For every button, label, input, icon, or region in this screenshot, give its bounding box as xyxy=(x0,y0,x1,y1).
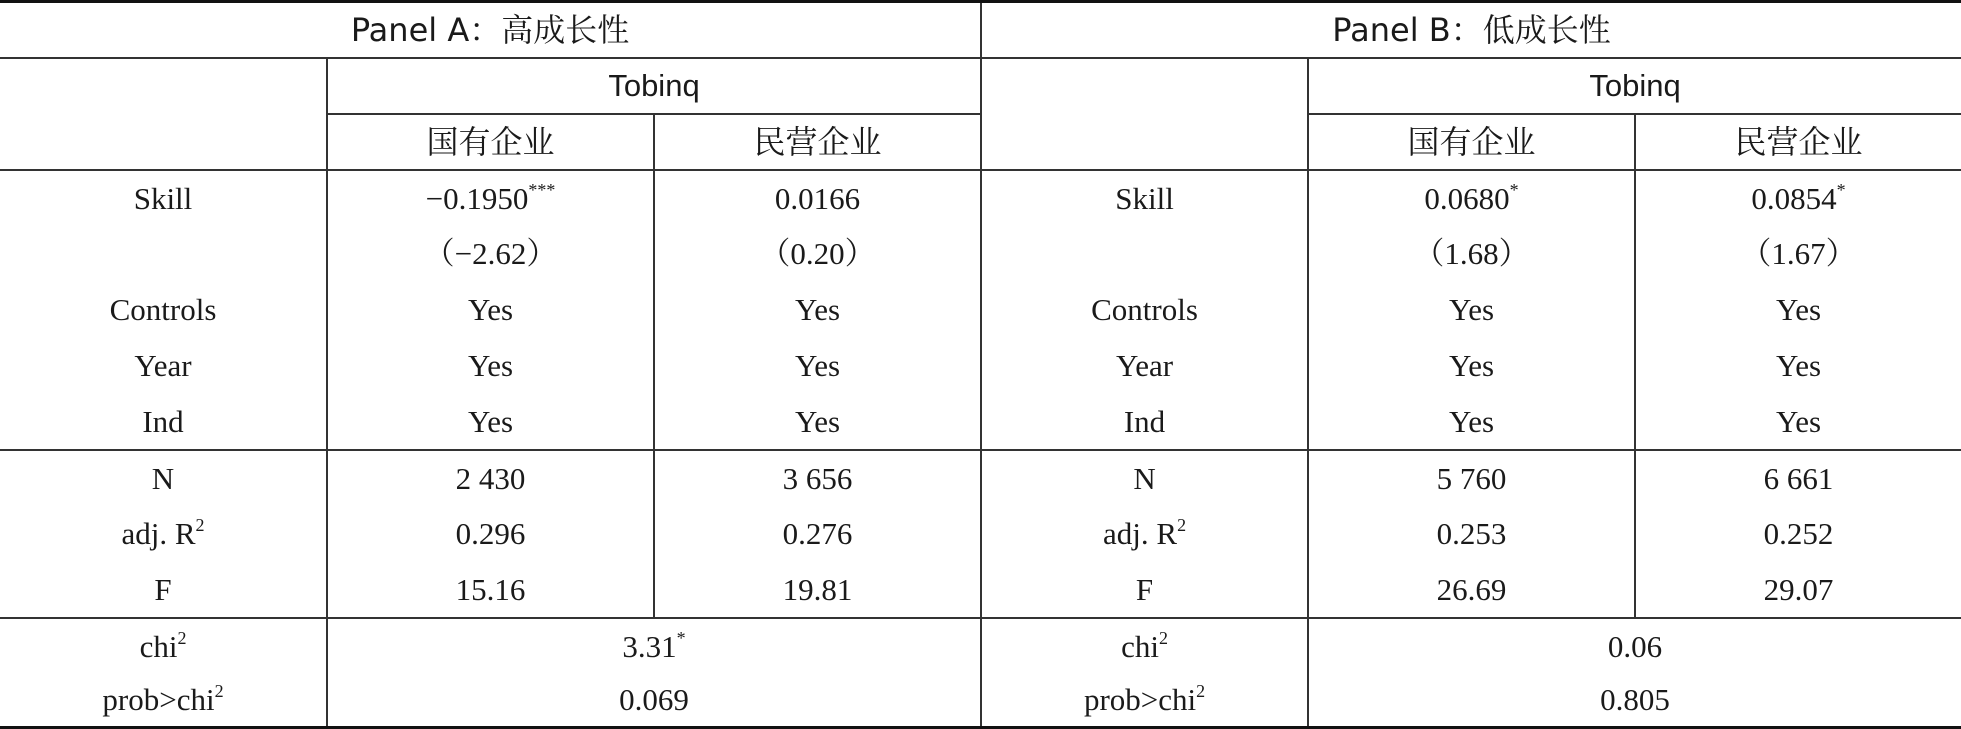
panel-b-dep-var: Tobinq xyxy=(1308,58,1961,114)
panel-a-title: Panel A：高成长性 xyxy=(0,2,981,58)
panel-a-f-private: 19.81 xyxy=(654,562,981,618)
panel-a-t-stat-private: （0.20） xyxy=(654,226,981,282)
panel-a-skill-coef-private: 0.0166 xyxy=(654,170,981,226)
panel-a-adj-r2-soe: 0.296 xyxy=(327,506,654,562)
panel-a-controls-soe: Yes xyxy=(327,282,654,338)
t-stat-label xyxy=(0,226,327,282)
prob-chi2-label: prob>chi$^2$ xyxy=(0,674,327,728)
panel-b-n-private: 6 661 xyxy=(1635,450,1961,506)
year-label: Year xyxy=(0,338,327,394)
panel-a-chi2-value: 3.31* xyxy=(327,618,981,674)
panel-b-year-private: Yes xyxy=(1775,348,1822,383)
skill-label: Skill xyxy=(0,170,327,226)
panel-b-year-soe: Yes xyxy=(1308,338,1635,394)
panel-a-controls-private: Yes xyxy=(654,282,981,338)
panel-b-ind-soe: Yes xyxy=(1308,394,1635,450)
panel-b-group-private: 民营企业 xyxy=(1635,114,1961,170)
f-label: F xyxy=(981,562,1308,618)
panel-a-year-soe: Yes xyxy=(327,338,654,394)
ind-label: Ind xyxy=(981,394,1308,450)
panel-a-group-private: 民营企业 xyxy=(654,114,981,170)
panel-b-header-stub xyxy=(981,58,1308,170)
panel-a-ind-private: Yes xyxy=(654,394,981,450)
panel-a-header-stub xyxy=(0,58,327,170)
panel-b-prob-chi2-value: 0.805 xyxy=(1308,674,1961,728)
panel-b-adj-r2-soe: 0.253 xyxy=(1308,506,1635,562)
n-label: N xyxy=(0,450,327,506)
panel-b-controls-private: Yes xyxy=(1775,292,1822,327)
f-label: F xyxy=(0,562,327,618)
controls-label: Controls xyxy=(0,282,327,338)
prob-chi2-label: prob>chi$^2$ xyxy=(981,674,1308,728)
chi2-label: chi$^2$ xyxy=(0,618,327,674)
panel-a-adj-r2-private: 0.276 xyxy=(654,506,981,562)
panel-a-t-stat-soe: （−2.62） xyxy=(327,226,654,282)
panel-b-title: Panel B：低成长性 xyxy=(981,2,1961,58)
adj-r2-label: adj. $R^2$ xyxy=(981,506,1308,562)
skill-label: Skill xyxy=(981,170,1308,226)
panel-a-skill-coef-soe: −0.1950*** xyxy=(327,170,654,226)
chi2-label: chi$^2$ xyxy=(981,618,1308,674)
panel-b-f-soe: 26.69 xyxy=(1308,562,1635,618)
controls-label: Controls xyxy=(981,282,1308,338)
t-stat-label xyxy=(981,226,1308,282)
panel-b-f-private: 29.07 xyxy=(1763,571,1834,607)
adj-r2-label: adj. $R^2$ xyxy=(0,506,327,562)
panel-a-n-soe: 2 430 xyxy=(327,450,654,506)
ind-label: Ind xyxy=(0,394,327,450)
panel-b-chi2-value: 0.06 xyxy=(1308,618,1961,674)
year-label: Year xyxy=(981,338,1308,394)
panel-a-year-private: Yes xyxy=(654,338,981,394)
panel-a-group-soe: 国有企业 xyxy=(327,114,654,170)
panel-a-dep-var: Tobinq xyxy=(327,58,981,114)
panel-a-n-private: 3 656 xyxy=(654,450,981,506)
panel-b-controls-soe: Yes xyxy=(1308,282,1635,338)
panel-a-prob-chi2-value: 0.069 xyxy=(327,674,981,728)
panel-b-t-stat-soe: （1.68） xyxy=(1308,226,1635,282)
panel-a-ind-soe: Yes xyxy=(327,394,654,450)
panel-b-adj-r2-private: 0.252 xyxy=(1763,516,1834,551)
panel-b-group-soe: 国有企业 xyxy=(1308,114,1635,170)
panel-b-n-soe: 5 760 xyxy=(1308,450,1635,506)
panel-b-skill-coef-private: 0.0854* xyxy=(1635,170,1961,226)
panel-b-skill-coef-soe: 0.0680* xyxy=(1308,170,1635,226)
panel-b-ind-private: Yes xyxy=(1775,403,1822,439)
panel-a-f-soe: 15.16 xyxy=(327,562,654,618)
n-label: N xyxy=(981,450,1308,506)
panel-b-t-stat-private: （1.67） xyxy=(1740,236,1857,271)
